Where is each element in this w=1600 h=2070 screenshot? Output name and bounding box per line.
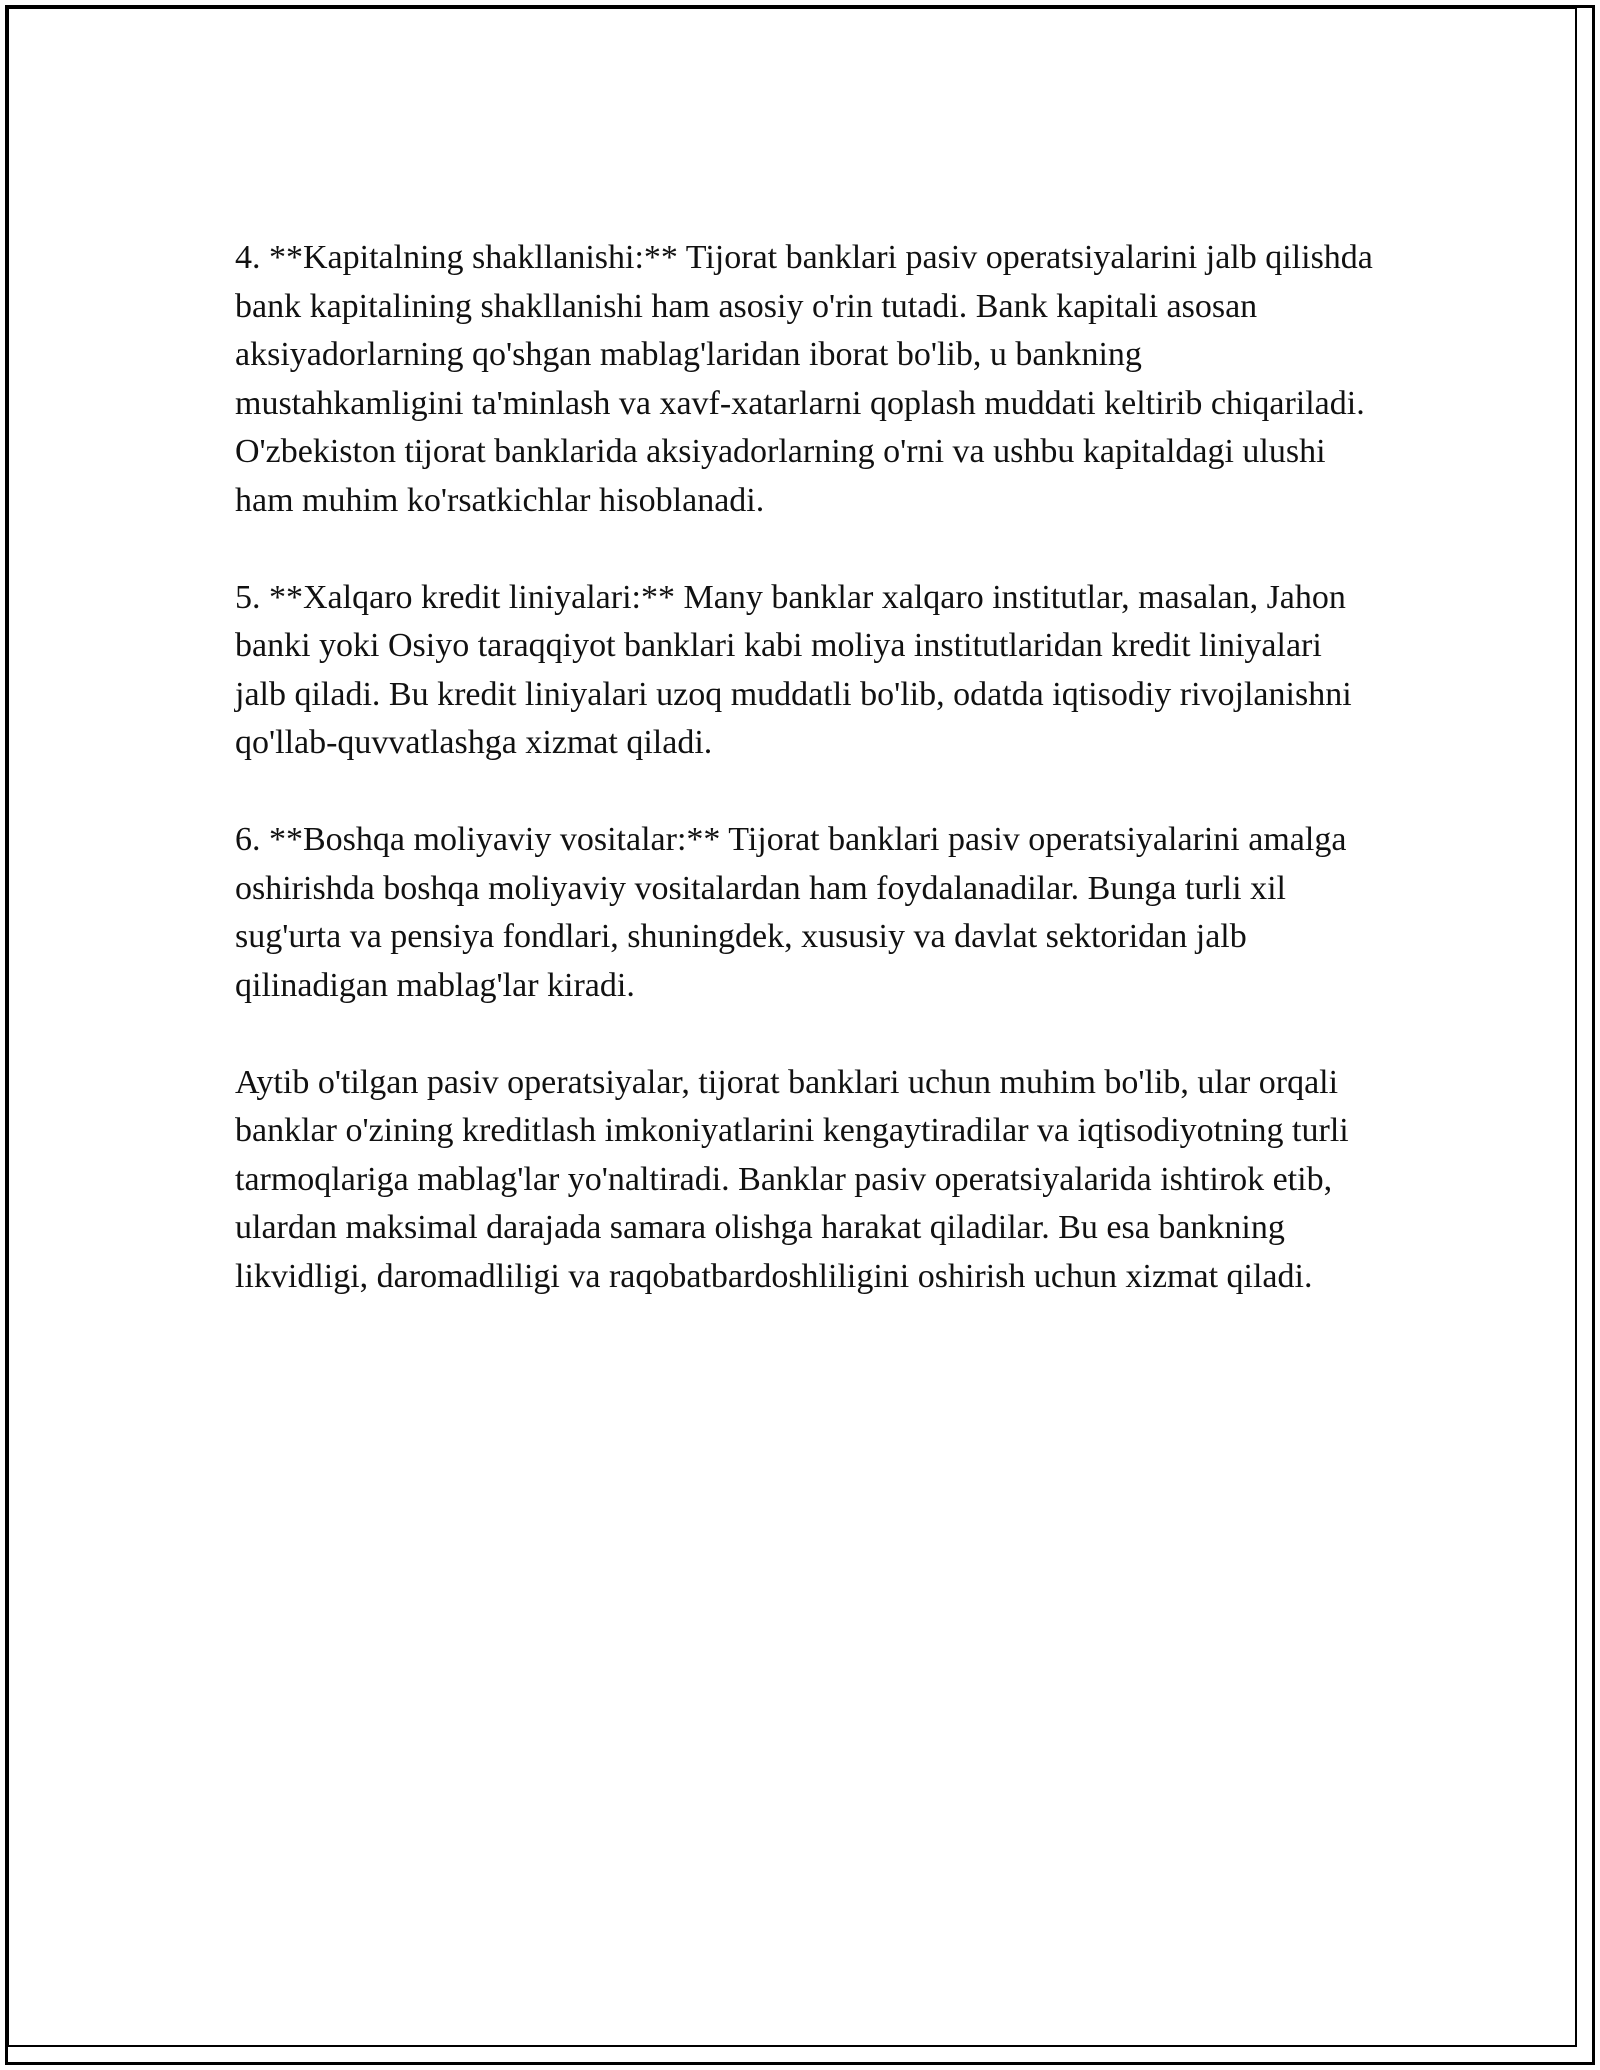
paragraph-capital-formation: 4. **Kapitalning shakllanishi:** Tijorat banklari pasiv operatsiyalarini jalb qilishda bank kapitalining shakllanishi ham asosiy o'rin tutadi. Bank kapitali asosan aksiyadorlarning qo'shgan mablag'laridan iborat bo'lib, u bankning mustahkamligini ta'minlash va xavf-xatarlarni qoplash muddati keltirib chiqariladi. O'zbekiston tijorat banklarida aksiyadorlarning o'rni va ushbu kapitaldagi ulushi ham muhim ko'rsatkichlar hisoblanadi. [235,239,1373,519]
document-body [235,234,1375,1350]
paragraph-international-credit-lines: 5. **Xalqaro kredit liniyalari:** Many banklar xalqaro institutlar, masalan, Jahon banki yoki Osiyo taraqqiyot banklari kabi moliya institutlaridan kredit liniyalari jalb qiladi. Bu kredit liniyalari uzoq muddatli bo'lib, odatda iqtisodiy rivojlanishni qo'llab-quvvatlashga xizmat qiladi. [235,578,1352,761]
paragraph-conclusion: Aytib o'tilgan pasiv operatsiyalar, tijorat banklari uchun muhim bo'lib, ular orqali banklar o'zining kreditlash imkoniyatlarini kengaytiradilar va iqtisodiyotning turli tarmoqlariga mablag'lar yo'naltiradi. Banklar pasiv operatsiyalarida ishtirok etib, ulardan maksimal darajada samara olishga harakat qiladilar. Bu esa bankning likvidligi, daromadliligi va raqobatbardoshliligini oshirish uchun xizmat qiladi. [235,1063,1349,1295]
paragraph-other-financial-instruments: 6. **Boshqa moliyaviy vositalar:** Tijorat banklari pasiv operatsiyalarini amalga oshirishda boshqa moliyaviy vositalardan ham foydalanadilar. Bunga turli xil sug'urta va pensiya fondlari, shuningdek, xususiy va davlat sektoridan jalb qilinadigan mablag'lar kiradi. [235,821,1347,1004]
